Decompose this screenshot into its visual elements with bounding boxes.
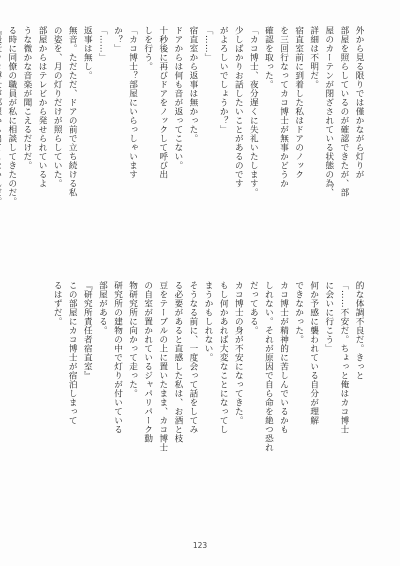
text-line: 確認を取った。 [263, 26, 274, 89]
text-line: 「……不安だ。ちょっと俺はカコ博士 [338, 281, 349, 434]
text-line: の姿を、月の灯りだけが照らしていた。 [52, 26, 63, 188]
text-line: る必要があると直感した私は、お酒と枝 [172, 281, 183, 443]
text-line: に会いに行こう」 [323, 281, 334, 353]
text-line: カコ博士が精神的に苦しんでいるかも [278, 281, 289, 434]
text-line: 宿直室前に到着した私はドアのノック [293, 26, 304, 179]
text-line: 宿直室から返事は無かった。 [187, 26, 198, 143]
text-line: 「カコ博士、夜分遅くに失礼いたします。 [248, 26, 259, 197]
text-line: カコ博士の身が不安になってきた。 [233, 281, 244, 425]
text-line: ドアからは何も音が返ってこない。 [172, 26, 183, 170]
text-line: 無音。ただただ、ドアの前で立ち続ける私 [67, 26, 78, 197]
text-line: だってある。 [248, 281, 259, 335]
text-line: 研究所の建物の中で灯りが付いている [112, 281, 123, 434]
text-line: 詳細は不明だ。 [308, 26, 319, 89]
text-line: 『研究所責任者宿直室』 [82, 281, 93, 380]
text-line: 十秒後に再びドアをノックして呼び出 [157, 26, 168, 179]
text-line: 的な体調不良だ。きっと [354, 281, 364, 380]
text-line: 「……」 [203, 26, 214, 62]
text-line: 物研究所に向かって走った。 [127, 281, 138, 398]
text-line: る時に同僚の職員が私に相談してきたのだ。 [6, 26, 17, 206]
text-line: もし何かあれば大変なことになってし [218, 281, 229, 434]
text-block-upper [6, 26, 366, 270]
text-line: がよろしいでしょうか？」 [218, 26, 229, 134]
text-line: うな微かな音楽が聞こえるだけだ。 [21, 26, 32, 170]
page-number: 123 [192, 541, 208, 550]
text-line: か？」 [112, 26, 123, 53]
text-line: しれない。それが原因で自ら命を絶つ恐れ [263, 281, 274, 452]
text-line: を三回行なってカコ博士が無事かどうか [278, 26, 289, 188]
text-line: 豆をテーブルの上に置いたまま、カコ博士 [157, 281, 168, 452]
text-line: しを行う。 [142, 26, 153, 71]
text-line: 屋のカーテンが閉ざされている状態の為、 [323, 26, 334, 197]
text-line: 外から見る限りでは僅かながら灯りが [354, 26, 364, 179]
text-line: るはずだ。 [52, 281, 63, 326]
text-line: 部屋からはテレビから発せられているよ [37, 26, 48, 188]
text-block-lower [34, 281, 366, 529]
text-line: そうなる前に、一度会って話をしてみ [187, 281, 198, 434]
text-line: できなかった。 [293, 281, 304, 344]
text-line: 少しばかりお話したいことがあるのです [233, 26, 244, 188]
text-line: の自室が置かれているジャパリパーク動 [142, 281, 153, 443]
text-line: まうかもしれない。 [203, 281, 214, 362]
text-line: 部屋を照らしているのが確認できたが、部 [338, 26, 349, 197]
text-line: 「……」 [97, 26, 108, 62]
text-line: 返事は無し。 [82, 26, 93, 80]
text-line: 何か予感に襲われている自分が理解 [308, 281, 319, 425]
text-line: この部屋にカコ博士が宿泊しまって [67, 281, 78, 425]
text-line: 「カコ博士？部屋にいらっしゃいます [127, 26, 138, 179]
text-line: 部屋がある。 [97, 281, 108, 335]
